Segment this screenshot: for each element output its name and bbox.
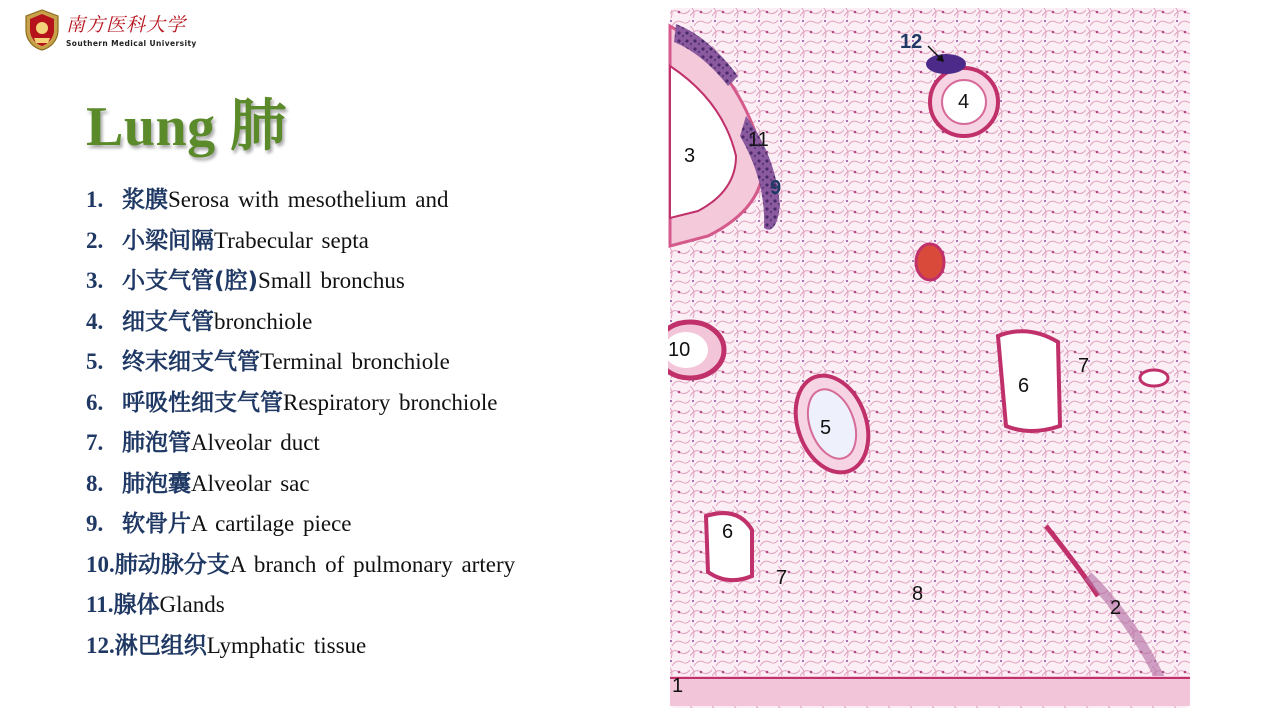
legend-en: Lymphatic tissue xyxy=(206,632,367,658)
micro-label-6b: 6 xyxy=(722,521,734,543)
legend-cn: 肺泡囊 xyxy=(122,470,191,497)
legend-cn: 淋巴组织 xyxy=(114,632,207,659)
legend-number: 2. xyxy=(86,227,104,253)
legend-item xyxy=(86,342,515,383)
slide-title: Lung 肺 xyxy=(86,96,287,158)
legend-cn: 肺泡管 xyxy=(122,430,191,456)
legend-number: 10. xyxy=(86,551,115,577)
legend-cn: 肺动脉分支 xyxy=(114,551,230,578)
legend-item xyxy=(86,464,515,505)
micro-label-11: 11 xyxy=(748,129,769,151)
lymphatic-nodule xyxy=(926,54,966,74)
legend-en: Terminal bronchiole xyxy=(260,349,450,374)
legend-number: 11. xyxy=(86,592,114,617)
structure-legend xyxy=(86,180,515,666)
legend-number: 3. xyxy=(86,268,104,293)
blood-vessel xyxy=(1140,370,1168,386)
legend-number: 4. xyxy=(86,308,104,334)
legend-en: Serosa with mesothelium and xyxy=(168,187,449,212)
legend-en: Alveolar duct xyxy=(191,430,320,455)
micro-label-3: 3 xyxy=(684,145,696,167)
lung-micrograph xyxy=(668,6,1192,714)
legend-en: A branch of pulmonary artery xyxy=(229,551,516,577)
legend-cn: 终末细支气管 xyxy=(122,349,260,375)
micro-label-7a: 7 xyxy=(1078,355,1090,377)
legend-item xyxy=(86,585,515,626)
university-seal-icon xyxy=(22,8,62,52)
legend-item xyxy=(86,221,515,262)
university-name-en: Southern Medical University xyxy=(66,39,197,48)
legend-item xyxy=(86,545,515,586)
legend-number: 12. xyxy=(86,632,115,658)
legend-en: Small bronchus xyxy=(258,268,405,293)
micro-label-12: 12 xyxy=(900,31,923,53)
legend-cn: 呼吸性细支气管 xyxy=(122,389,283,416)
legend-cn: 细支气管 xyxy=(122,308,214,335)
legend-cn: 小支气管(腔) xyxy=(122,268,259,294)
micro-label-2: 2 xyxy=(1110,597,1122,619)
legend-en: Respiratory bronchiole xyxy=(283,389,498,415)
legend-number: 6. xyxy=(86,389,104,415)
legend-number: 7. xyxy=(86,430,104,455)
micro-label-8: 8 xyxy=(912,583,924,605)
legend-cn: 浆膜 xyxy=(122,187,168,213)
legend-number: 9. xyxy=(86,511,104,536)
legend-item xyxy=(86,504,515,545)
legend-en: Trabecular septa xyxy=(214,227,369,253)
blood-vessel xyxy=(916,244,944,280)
legend-item xyxy=(86,626,515,667)
micro-label-10: 10 xyxy=(668,339,691,361)
micro-label-7b: 7 xyxy=(776,567,788,589)
legend-item xyxy=(86,180,515,221)
university-name-cn: 南方医科大学 xyxy=(66,14,187,36)
legend-en: Alveolar sac xyxy=(191,470,310,496)
legend-en: A cartilage piece xyxy=(191,511,352,536)
legend-item xyxy=(86,383,515,424)
legend-en: Glands xyxy=(159,592,225,617)
legend-cn: 软骨片 xyxy=(122,511,191,537)
legend-item xyxy=(86,302,515,343)
micro-label-9: 9 xyxy=(770,177,782,199)
legend-number: 5. xyxy=(86,349,104,374)
micro-label-4: 4 xyxy=(958,91,970,113)
university-logo xyxy=(22,8,197,56)
legend-cn: 腺体 xyxy=(113,592,160,618)
legend-en: bronchiole xyxy=(214,308,313,334)
micro-label-6a: 6 xyxy=(1018,375,1030,397)
micro-label-1: 1 xyxy=(672,675,684,697)
legend-item xyxy=(86,261,515,302)
legend-cn: 小梁间隔 xyxy=(122,227,214,254)
legend-number: 8. xyxy=(86,470,104,496)
legend-item xyxy=(86,423,515,464)
legend-number: 1. xyxy=(86,187,104,212)
serosa-band xyxy=(670,676,1190,706)
micro-label-5: 5 xyxy=(820,417,832,439)
